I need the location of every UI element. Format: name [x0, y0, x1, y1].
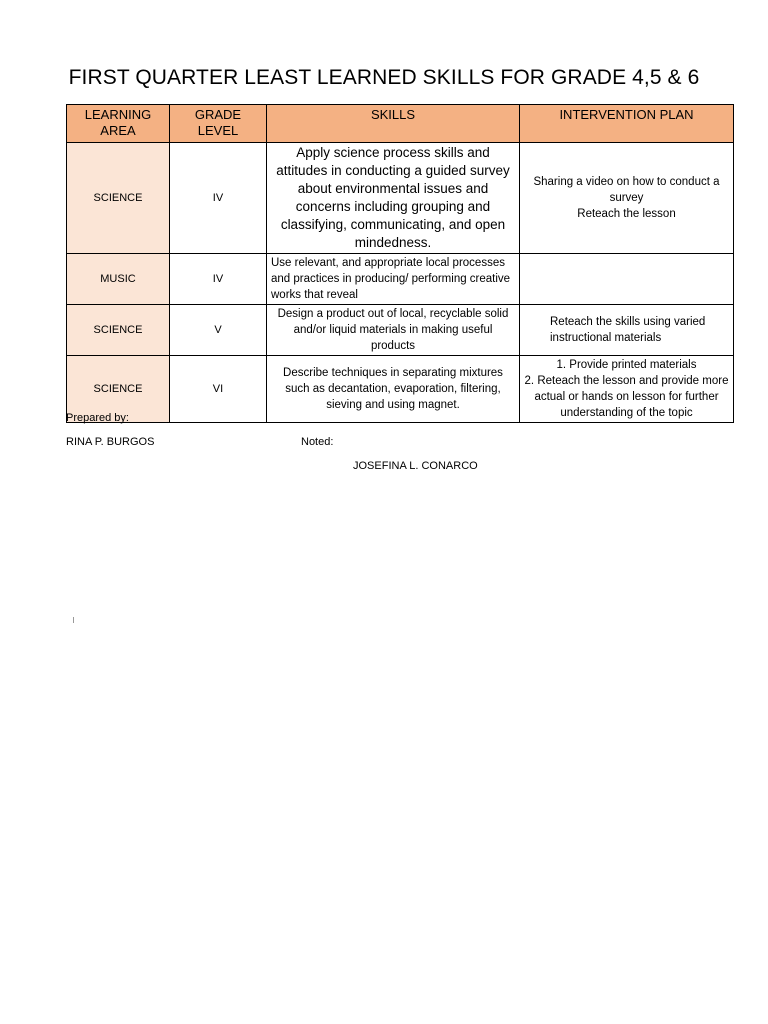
grade-level-cell: VI [170, 356, 267, 423]
skill-cell: Use relevant, and appropriate local processes and practices in producing/ performing creative works that reveal [267, 254, 520, 305]
plan-line: 1. Provide printed materials [556, 359, 697, 371]
plan-line: Sharing a video on how to conduct a survey [533, 176, 720, 204]
learning-area-cell: SCIENCE [67, 143, 170, 254]
skill-cell: Describe techniques in separating mixtures such as decantation, evaporation, filtering, sieving and using magnet. [267, 356, 520, 423]
header-skills: SKILLS [267, 105, 520, 143]
learning-area-cell: MUSIC [67, 254, 170, 305]
header-learning-area: LEARNING AREA [67, 105, 170, 143]
prepared-by-label: Prepared by: [66, 412, 129, 424]
intervention-plan-cell [520, 356, 734, 423]
table-row [67, 254, 734, 305]
header-grade-level: GRADE LEVEL [170, 105, 267, 143]
grade-level-cell: V [170, 305, 267, 356]
skill-cell: Design a product out of local, recyclable solid and/or liquid materials in making useful products [267, 305, 520, 356]
intervention-plan-cell [520, 143, 734, 254]
learning-area-cell: SCIENCE [67, 305, 170, 356]
text-cursor-mark [73, 617, 74, 623]
table-row [67, 305, 734, 356]
noted-label: Noted: [301, 436, 334, 448]
noted-by-name: JOSEFINA L. CONARCO [353, 460, 478, 472]
table-row [67, 143, 734, 254]
prepared-by-name: RINA P. BURGOS [66, 436, 155, 448]
intervention-plan-cell [520, 305, 734, 356]
document-title: FIRST QUARTER LEAST LEARNED SKILLS FOR GRADE 4,5 & 6 [68, 66, 700, 89]
header-intervention-plan: INTERVENTION PLAN [520, 105, 734, 143]
skill-cell: Apply science process skills and attitudes in conducting a guided survey about environmental issues and concerns including grouping and classifying, communicating, and open mindedness. [267, 143, 520, 254]
grade-level-cell: IV [170, 254, 267, 305]
intervention-plan-cell [520, 254, 734, 305]
table-header-row [67, 105, 734, 143]
plan-line: Reteach the lesson [577, 208, 676, 220]
plan-line: 2. Reteach the lesson and provide more actual or hands on lesson for further understanding of the topic [524, 375, 729, 419]
learning-area-cell: SCIENCE [67, 356, 170, 423]
skills-table [66, 104, 734, 423]
grade-level-cell: IV [170, 143, 267, 254]
plan-line: Reteach the skills using varied instructional materials [550, 316, 706, 344]
table-row [67, 356, 734, 423]
